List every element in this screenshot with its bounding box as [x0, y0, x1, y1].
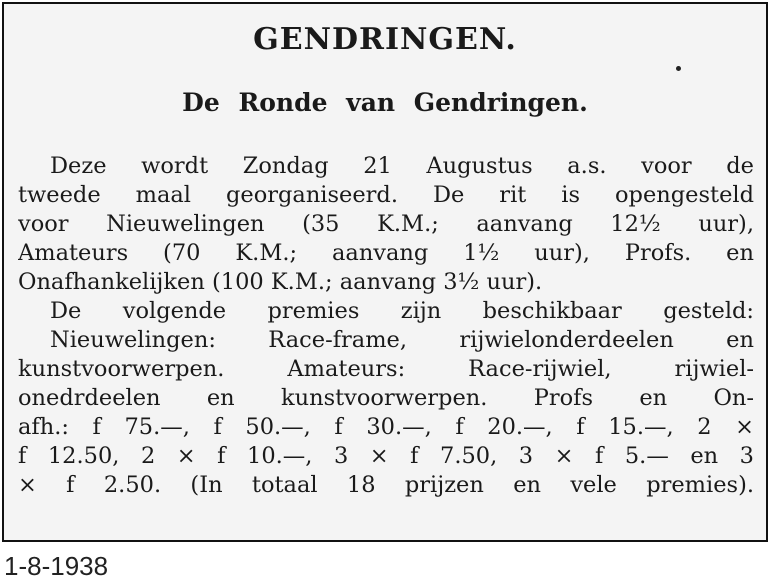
article-body: [18, 152, 754, 500]
article-line: × f 2.50. (In totaal 18 prijzen en vele premies).: [18, 472, 754, 498]
article-line: De volgende premies zijn beschikbaar gesteld:: [50, 298, 754, 324]
article-line: voor Nieuwelingen (35 K.M.; aanvang 12½ uur),: [18, 211, 754, 237]
newspaper-clipping: [2, 2, 768, 542]
article-line: Amateurs (70 K.M.; aanvang 1½ uur), Profs. en: [18, 240, 754, 266]
article-line: tweede maal georganiseerd. De rit is opengesteld: [18, 182, 754, 208]
clipping-subheader: De Ronde van Gendringen.: [182, 88, 588, 117]
article-line: Nieuwelingen: Race-frame, rijwielonderdeelen en: [50, 327, 754, 353]
date-caption: 1-8-1938: [4, 551, 109, 581]
article-line: onedrdeelen en kunstvoorwerpen. Profs en On-: [18, 385, 754, 411]
article-line: Deze wordt Zondag 21 Augustus a.s. voor de: [50, 153, 754, 179]
article-line: kunstvoorwerpen. Amateurs: Race-rijwiel, rijwiel-: [18, 356, 754, 382]
article-line: Onafhankelijken (100 K.M.; aanvang 3½ uur).: [18, 269, 543, 295]
article-line: f 12.50, 2 × f 10.—, 3 × f 7.50, 3 × f 5.— en 3: [18, 443, 754, 469]
clipping-header: GENDRINGEN.: [253, 22, 517, 57]
print-speck: [676, 66, 681, 71]
article-line: afh.: f 75.—, f 50.—, f 30.—, f 20.—, f 15.—, 2 ×: [18, 414, 754, 440]
